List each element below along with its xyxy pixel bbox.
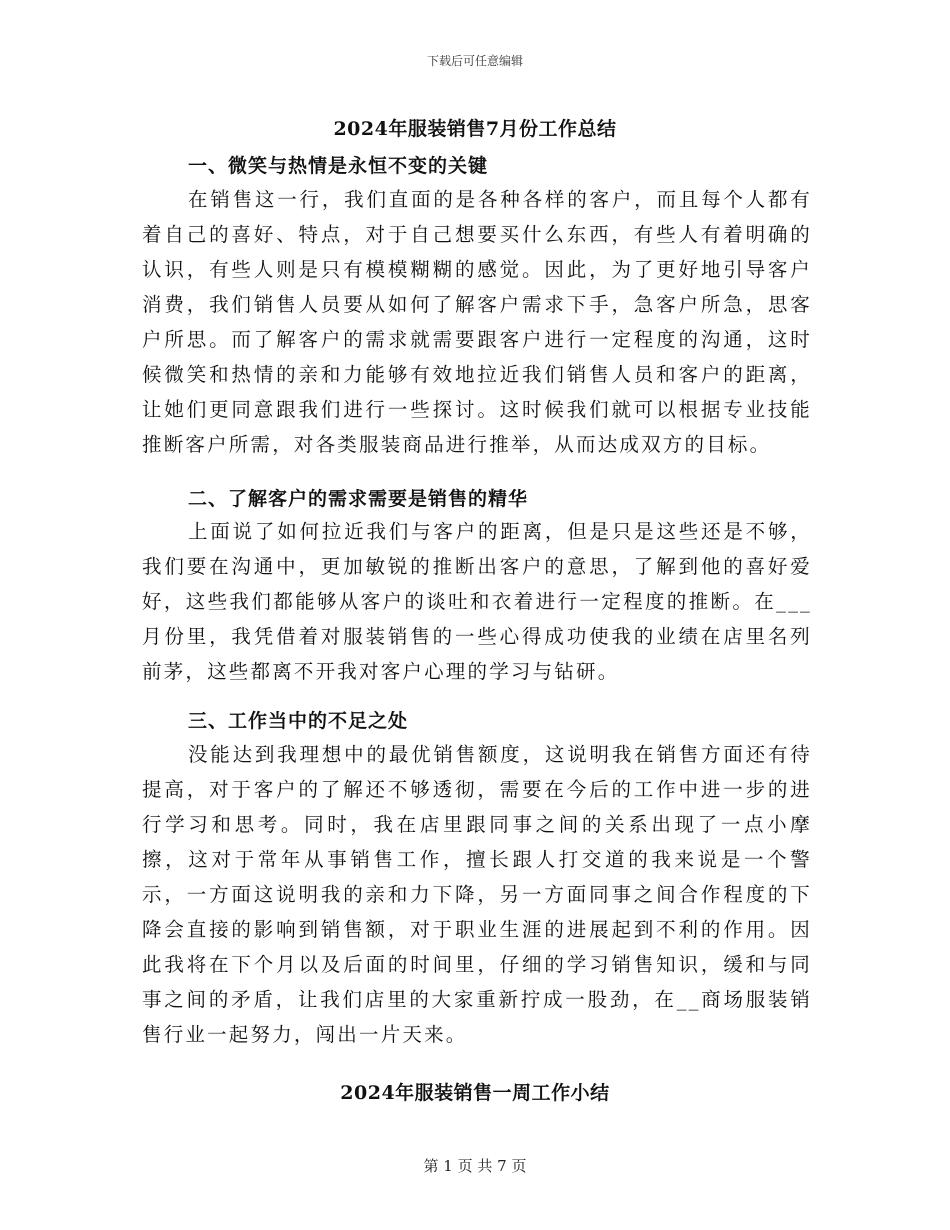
section-heading-2: 二、了解客户的需求需要是销售的精华 bbox=[188, 488, 529, 510]
page-header-note: 下载后可任意编辑 bbox=[426, 54, 523, 68]
page-number-footer: 第 1 页 共 7 页 bbox=[423, 1157, 527, 1175]
section-heading-1: 一、微笑与热情是永恒不变的关键 bbox=[188, 155, 489, 177]
section-heading-3: 三、工作当中的不足之处 bbox=[188, 710, 409, 732]
section-paragraph-1: 在销售这一行，我们直面的是各种各样的客户，而且每个人都有着自己的喜好、特点，对于自己想要买什么东西，有些人有着明确的认识，有些人则是只有模模糊糊的感觉。因此，为了更好地引导客户消费，我们销售人员要从如何了解客户需求下手，急客户所急，思客户所思。而了解客户的需求就需要跟客户进行一定程度的沟通，这时候微笑和热情的亲和力能够有效地拉近我们销售人员和客户的距离，让她们更同意跟我们进行一些探讨。这时候我们就可以根据专业技能推断客户所需，对各类服装商品进行推举，从而达成双方的目标。 bbox=[142, 188, 812, 456]
section-paragraph-2: 上面说了如何拉近我们与客户的距离，但是只是这些还是不够，我们要在沟通中，更加敏锐的推断出客户的意思，了解到他的喜好爱好，这些我们都能够从客户的谈吐和衣着进行一定程度的推断。在___月份里，我凭借着对服装销售的一些心得成功使我的业绩在店里名列前茅，这些都离不开我对客户心理的学习与钻研。 bbox=[142, 520, 812, 683]
section-paragraph-3: 没能达到我理想中的最优销售额度，这说明我在销售方面还有待提高，对于客户的了解还不够透彻，需要在今后的工作中进一步的进行学习和思考。同时，我在店里跟同事之间的关系出现了一点小摩擦，这对于常年从事销售工作，擅长跟人打交道的我来说是一个警示，一方面这说明我的亲和力下降，另一方面同事之间合作程度的下降会直接的影响到销售额，对于职业生涯的进展起到不利的作用。因此我将在下个月以及后面的时间里，仔细的学习销售知识，缓和与同事之间的矛盾，让我们店里的大家重新拧成一股劲，在__商场服装销售行业一起努力，闯出一片天来。 bbox=[142, 743, 812, 1046]
second-document-title: 2024年服装销售一周工作小结 bbox=[340, 1082, 610, 1104]
document-title: 2024年服装销售7月份工作总结 bbox=[333, 118, 617, 140]
